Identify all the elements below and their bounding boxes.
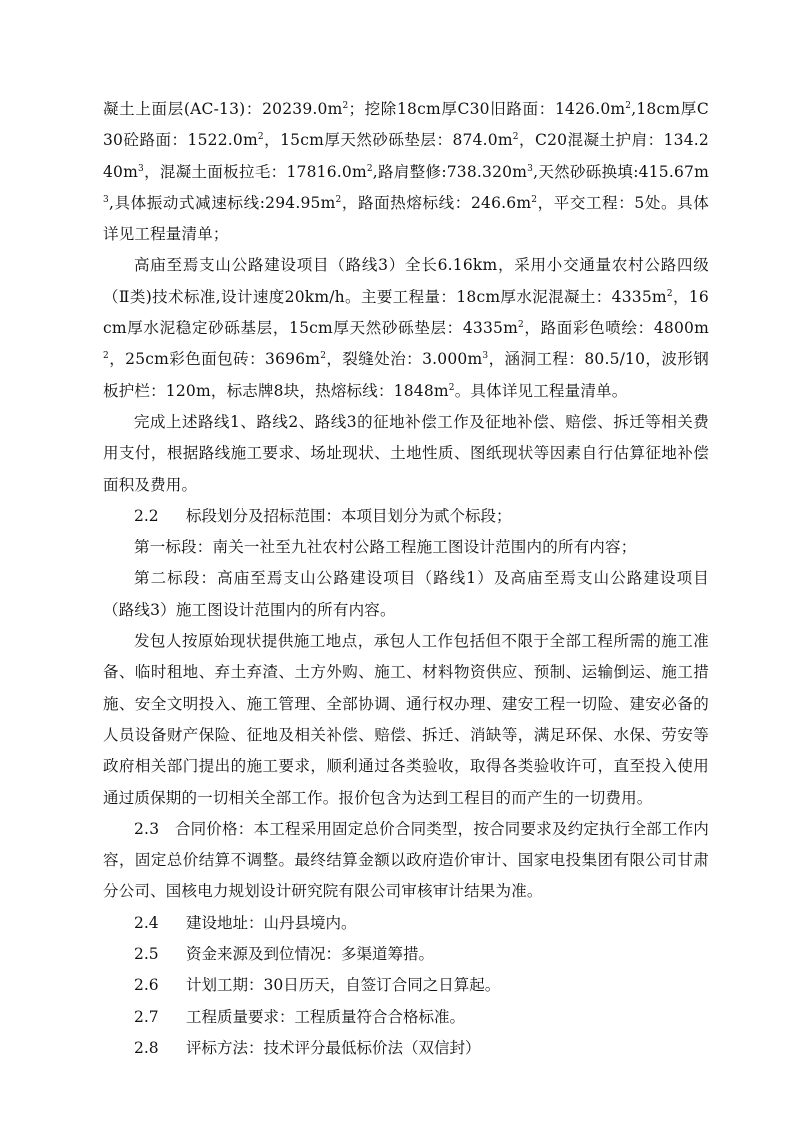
- section-2-5: [103, 939, 709, 970]
- section-text: 计划工期：30日历天，自签订合同之日算起。: [186, 976, 501, 995]
- section-number: 2.5: [134, 945, 159, 964]
- paragraph-land-compensation: 完成上述路线1、路线2、路线3的征地补偿工作及征地补偿、赔偿、拆迁等相关费用支付，根据路线施工要求、场址现状、土地性质、图纸现状等因素自行估算征地补偿面积及费用。: [103, 412, 709, 494]
- section-2-7: [103, 1002, 709, 1033]
- section-number: 2.7: [134, 1007, 159, 1026]
- section-number: 2.4: [134, 913, 159, 932]
- section-text: 标段划分及招标范围：本项目划分为贰个标段；: [186, 506, 512, 525]
- section-number: 2.8: [134, 1038, 159, 1057]
- section-2-2: [103, 501, 709, 532]
- section-text: 评标方法：技术评分最低标价法（双信封）: [186, 1038, 481, 1057]
- section-2-6: [103, 970, 709, 1001]
- section-text: 工程质量要求：工程质量符合合格标准。: [186, 1007, 466, 1026]
- section-number: 2.2: [134, 506, 159, 525]
- paragraph-route3-quantities: 高庙至焉支山公路建设项目（路线3）全长6.16km，采用小交通量农村公路四级（Ⅱ类)技术标准,设计速度20km/h。主要工程量：18cm厚水泥混凝土：$4335m^2$，16cm厚水泥稳定砂砾基层，15cm厚天然砂砾垫层：$4335m^2$，路面彩色喷绘：$4800m^2$，25cm彩色面包砖：$3696m^2$，裂缝处治：$3.000m^3$，涵洞工程：80.5/10，波形钢板护栏：120m，标志牌8块，热熔标线：$1848m^2$。具体详见工程量清单。: [103, 256, 709, 400]
- section-text: 资金来源及到位情况：多渠道筹措。: [186, 945, 435, 964]
- section-2-8: [103, 1033, 709, 1064]
- section-2-4: [103, 908, 709, 939]
- section-text: 建设地址：山丹县境内。: [186, 913, 357, 932]
- paragraph-contractor-scope: 发包人按原始现状提供施工地点，承包人工作包括但不限于全部工程所需的施工准备、临时租地、弃土弃渣、土方外购、施工、材料物资供应、预制、运输倒运、施工措施、安全文明投入、施工管理、全部协调、通行权办理、建安工程一切险、建安必备的人员设备财产保险、征地及相关补偿、赔偿、拆迁、消缺等，满足环保、水保、劳安等政府相关部门提出的施工要求，顺利通过各类验收，取得各类验收许可，直至投入使用通过质保期的一切相关全部工作。报价包含为达到工程目的而产生的一切费用。: [103, 632, 709, 807]
- section-2-3: 2.3 合同价格：本工程采用固定总价合同类型，按合同要求及约定执行全部工作内容，固定总价结算不调整。最终结算金额以政府造价审计、国家电投集团有限公司甘肃分公司、国核电力规划设计研究院有限公司审核审计结果为准。: [103, 819, 709, 901]
- paragraph-route2-quantities: 凝土上面层(AC-13)：$20239.0m^2$；挖除18cm厚C30旧路面：$1426.0m^2,18cm$厚C30砼路面：$1522.0m^2$，15cm厚天然砂砾垫层：$874.0m^2$，C20混凝土护肩：$134.240m^3$，混凝土面板拉毛：$17816.0m^2$,路肩整修$:738.320m^3$,天然砂砾换填$:415.67m^3$,具体振动式减速标线$:294.95m^2$，路面热熔标线：$246.6m^2$，平交工程：5处。具体详见工程量清单；: [103, 100, 710, 244]
- document-body: [103, 94, 709, 1064]
- section-number: 2.6: [134, 976, 159, 995]
- paragraph-lot-2: 第二标段：高庙至焉支山公路建设项目（路线1）及高庙至焉支山公路建设项目（路线3）施工图设计范围内的所有内容。: [103, 569, 709, 619]
- paragraph-lot-1: 第一标段：南关一社至九社农村公路工程施工图设计范围内的所有内容；: [134, 538, 637, 557]
